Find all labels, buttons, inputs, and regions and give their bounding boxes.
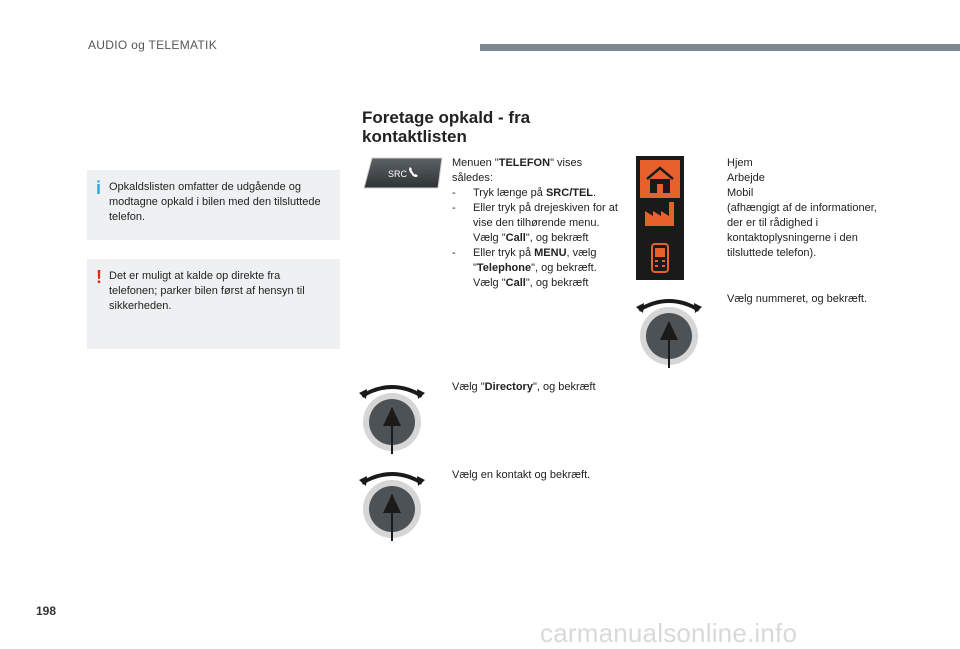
page-number: 198 (36, 604, 57, 618)
info-note-text: Opkaldslisten omfatter de udgående og modtagne opkald i bilen med den tilsluttede telefon. (109, 181, 321, 223)
section-title-line1: Foretage opkald - fra (362, 108, 531, 127)
menu-intro-2: således: (452, 172, 493, 184)
menu-item-3: - Eller tryk på MENU, vælg "Telephone", og bekræft. Vælg "Call", og bekræft (452, 247, 597, 289)
warning-note-text: Det er muligt at kalde op direkte fra telefonen; parker bilen først af hensyn til sikkerheden. (109, 270, 305, 312)
menu-item-2: - Eller tryk på drejeskiven for at vise den tilhørende menu. Vælg "Call", og bekræft (452, 202, 618, 244)
warning-icon: ! (96, 267, 102, 287)
info-icon: i (96, 178, 102, 198)
src-label: SRC (388, 169, 408, 179)
number-step-text: Vælg nummeret, og bekræft. (727, 293, 868, 305)
menu-intro: Menuen "TELEFON" vises (452, 157, 583, 169)
info-note (87, 170, 340, 240)
warning-note (87, 259, 340, 349)
contact-step-text: Vælg en kontakt og bekræft. (452, 469, 591, 481)
number-type-note: (afhængigt af de informationer, der er til rådighed i kontaktoplysningerne i den tilsluttede telefon). (727, 202, 877, 259)
section-title-line2: kontaktlisten (362, 127, 467, 146)
header-bar (480, 44, 960, 51)
src-tel-button (362, 156, 446, 190)
number-types-text (727, 156, 887, 261)
directory-step-text: Vælg "Directory", og bekræft (452, 381, 596, 393)
rotary-knob-icon (357, 467, 427, 545)
watermark: carmanualsonline.info (540, 618, 798, 648)
number-type-work: Arbejde (727, 172, 765, 184)
rotary-knob-icon (634, 294, 704, 372)
number-type-icons (636, 156, 684, 280)
header-section-title: AUDIO og TELEMATIK (88, 38, 217, 52)
menu-step-text (452, 156, 618, 291)
menu-item-1: - Tryk længe på SRC/TEL. (452, 187, 597, 199)
number-type-home: Hjem (727, 157, 753, 169)
rotary-knob-icon (357, 380, 427, 458)
number-type-mobile: Mobil (727, 187, 754, 199)
section-title (362, 108, 530, 146)
home-icon (640, 160, 680, 198)
